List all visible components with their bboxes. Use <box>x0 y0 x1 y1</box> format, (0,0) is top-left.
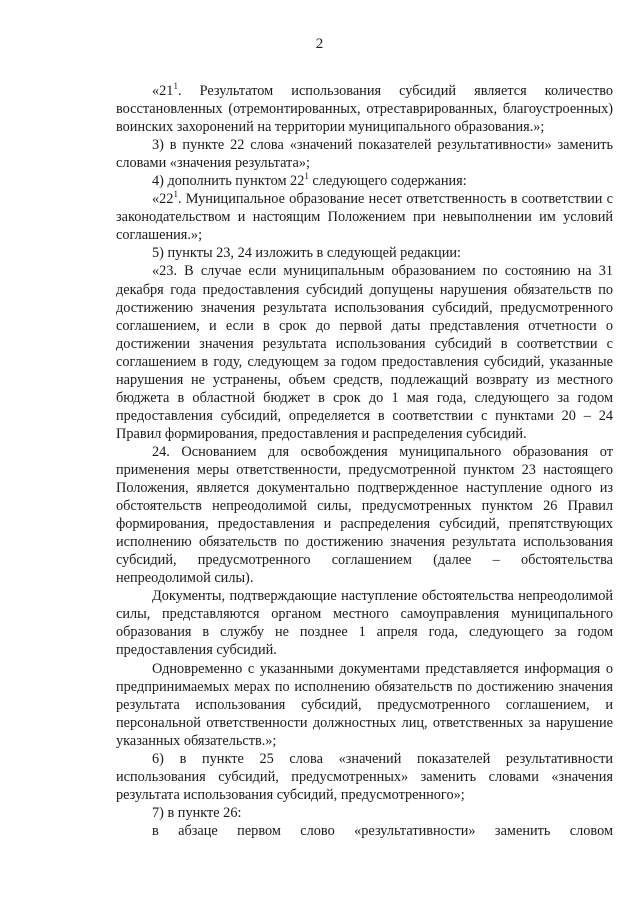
superscript: 1 <box>173 189 178 200</box>
paragraph-item-3: 3) в пункте 22 слова «значений показателей результативности» заменить словами «значения результата»; <box>116 137 613 172</box>
superscript: 1 <box>304 171 309 182</box>
paragraph-23: «23. В случае если муниципальным образованием по состоянию на 31 декабря года предоставления субсидий допущены нарушения обязательств по достижению значения результата использования субсидий, предусмотренного соглашением, и если в срок до первой даты представления отчетности о достижении значения результата использования субсидий в соответствии с соглашением в году, следующем за годом предоставления субсидий, указанные нарушения не устранены, объем средств, подлежащий возврату из местного бюджета в областной бюджет в срок до 1 мая года, следующего за годом предоставления субсидий, определяется в соответствии с пунктами 20 – 24 Правил формирования, предоставления и распределения субсидий. <box>116 263 613 442</box>
paragraph-item-4: 4) дополнить пунктом $22^1$ следующего содержания: <box>152 171 467 190</box>
paragraph-22-1: «$22^1$. Муниципальное образование несет ответственность в соответствии с законодательством и настоящим Положением при невыполнении им условий соглашения.»; <box>116 189 613 244</box>
document-body <box>116 82 613 840</box>
paragraph-simultaneously: Одновременно с указанными документами представляется информация о предпринимаемых мерах по исполнению обязательств по достижению значения результата использования субсидий, предусмотренного соглашением, и персональной ответственности должностных лиц, ответственных за нарушение указанных обязательств.»; <box>116 660 613 749</box>
paragraph-documents: Документы, подтверждающие наступление обстоятельства непреодолимой силы, представляются органом местного самоуправления муниципального образования в службу не позднее 1 апреля года, следующего за годом предоставления субсидий. <box>116 588 613 659</box>
paragraph-21-1: «$21^1$. Результатом использования субсидий является количество восстановленных (отремонтированных, отреставрированных, благоустроенных) воинских захоронений на территории муниципального образования.»; <box>116 81 613 136</box>
superscript: 1 <box>173 81 178 92</box>
paragraph-first-subparagraph: в абзаце первом слово «результативности» заменить словом <box>152 822 613 839</box>
page-number: 2 <box>315 36 324 52</box>
paragraph-item-6: 6) в пункте 25 слова «значений показателей результативности использования субсидий, предусмотренных» заменить словами «значения результата использования субсидий, предусмотренного»; <box>116 750 613 803</box>
paragraph-item-7: 7) в пункте 26: <box>152 804 242 821</box>
paragraph-24: 24. Основанием для освобождения муниципального образования от применения меры ответственности, предусмотренной пунктом 23 настоящего Положения, является документально подтвержденное наступление одного из обстоятельств непреодолимой силы, предусмотренных пунктом 26 Правил формирования, предоставления и распределения субсидий, препятствующих исполнению обязательств по достижению значения результата использования субсидий, предусмотренного соглашением (далее – обстоятельства непреодолимой силы). <box>116 443 613 587</box>
paragraph-item-5: 5) пункты 23, 24 изложить в следующей редакции: <box>152 245 461 262</box>
